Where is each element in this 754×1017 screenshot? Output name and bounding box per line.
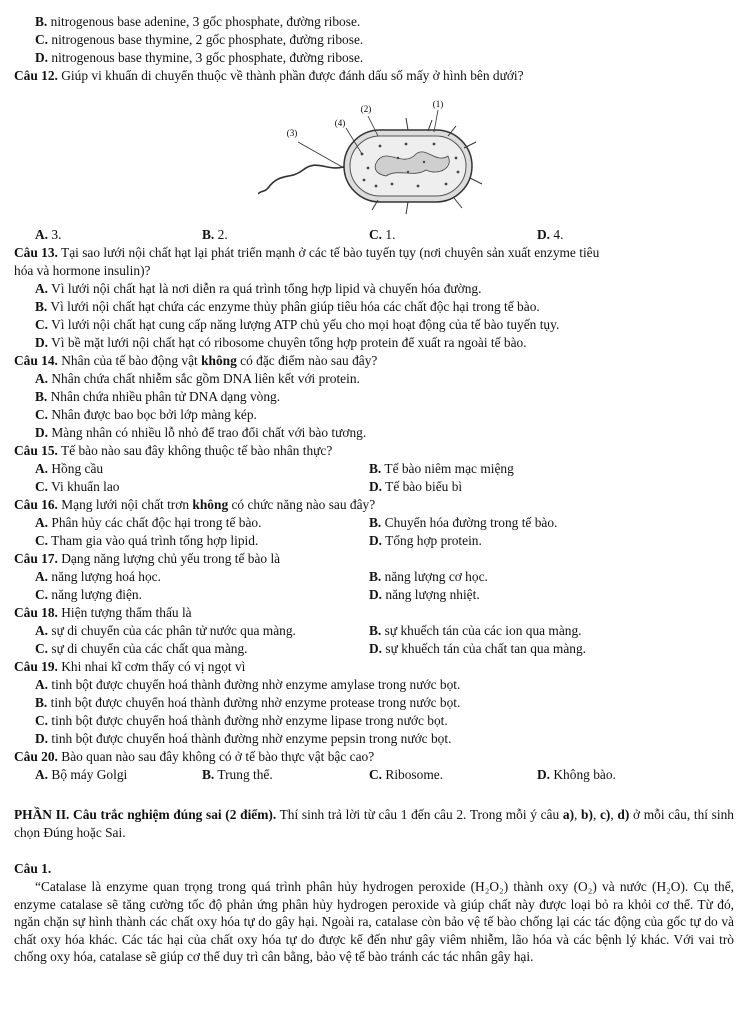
part2-heading: PHẦN II. Câu trắc nghiệm đúng sai (2 điểm). Thí sinh trả lời từ câu 1 đến câu 2. Trong mỗi ý câu a), b), c), d) ở mỗi câu, thí sinh chọn Đúng hoặc Sai. xyxy=(14,807,734,840)
q17-option-b: B. năng lượng cơ học. xyxy=(369,569,488,584)
bacterium-illustration xyxy=(258,98,508,226)
q16-option-d: D. Tổng hợp protein. xyxy=(369,533,482,548)
q19-option-d: D. tinh bột được chuyển hoá thành đường nhờ enzyme pepsin trong nước bọt. xyxy=(35,731,452,746)
q17-stem: Câu 17. Dạng năng lượng chủ yếu trong tế bào là xyxy=(14,551,281,566)
q15-stem: Câu 15. Tế bào nào sau đây không thuộc tế bào nhân thực? xyxy=(14,443,333,458)
q12-stem: Câu 12. Giúp vi khuẩn di chuyển thuộc về thành phần được đánh dấu số mấy ở hình bên dưới? xyxy=(14,68,524,83)
q15-option-a: A. Hồng cầu xyxy=(35,461,104,476)
q16-stem: Câu 16. Mạng lưới nội chất trơn không có chức năng nào sau đây? xyxy=(14,497,376,512)
q13-option-c: C. Vì lưới nội chất hạt cung cấp năng lượng ATP chủ yếu cho mọi hoạt động của tế bào tuyến tụy. xyxy=(35,317,560,332)
bacterium-diagram xyxy=(258,98,508,226)
label-2: (2) xyxy=(360,104,372,114)
q11-option-d: D. nitrogenous base thymine, 3 gốc phosphate, đường ribose. xyxy=(35,50,364,65)
q19-option-a: A. tinh bột được chuyển hoá thành đường nhờ enzyme amylase trong nước bọt. xyxy=(35,677,461,692)
q13-option-b: B. Vì lưới nội chất hạt chứa các enzyme thủy phân giúp tiêu hóa các chất độc hại trong tế bào. xyxy=(35,299,540,314)
q16-option-c: C. Tham gia vào quá trình tổng hợp lipid. xyxy=(35,533,259,548)
q20-stem: Câu 20. Bào quan nào sau đây không có ở tế bào thực vật bậc cao? xyxy=(14,749,375,764)
q20-option-b: B. Trung thể. xyxy=(202,767,273,782)
q18-stem: Câu 18. Hiện tượng thẩm thấu là xyxy=(14,605,192,620)
q16-option-b: B. Chuyển hóa đường trong tế bào. xyxy=(369,515,558,530)
q11-option-c: C. nitrogenous base thymine, 2 gốc phosphate, đường ribose. xyxy=(35,32,364,47)
q13-option-a: A. Vì lưới nội chất hạt là nơi diễn ra quá trình tổng hợp lipid và chuyển hóa đường. xyxy=(35,281,482,296)
q17-option-c: C. năng lượng điện. xyxy=(35,587,142,602)
q17-option-d: D. năng lượng nhiệt. xyxy=(369,587,480,602)
q11-option-b: B. nitrogenous base adenine, 3 gốc phosphate, đường ribose. xyxy=(35,14,361,29)
label-4: (4) xyxy=(334,118,346,128)
q18-option-c: C. sự di chuyển của các chất qua màng. xyxy=(35,641,248,656)
q14-option-d: D. Màng nhân có nhiều lỗ nhỏ để trao đổi chất với bào tương. xyxy=(35,425,367,440)
q17-option-a: A. năng lượng hoá học. xyxy=(35,569,161,584)
q12-option-b: B. 2. xyxy=(202,227,228,242)
q14-option-c: C. Nhân được bao bọc bởi lớp màng kép. xyxy=(35,407,257,422)
q15-option-b: B. Tế bào niêm mạc miệng xyxy=(369,461,514,476)
q18-option-d: D. sự khuếch tán của chất tan qua màng. xyxy=(369,641,586,656)
q13-option-d: D. Vì bề mặt lưới nội chất hạt có ribosome chuyên tổng hợp protein để xuất ra ngoài tế bào. xyxy=(35,335,527,350)
q19-option-c: C. tinh bột được chuyển hoá thành đường nhờ enzyme lipase trong nước bọt. xyxy=(35,713,448,728)
q14-stem: Câu 14. Nhân của tế bào động vật không có đặc điểm nào sau đây? xyxy=(14,353,378,368)
q15-option-d: D. Tế bào biểu bì xyxy=(369,479,463,494)
q12-option-a: A. 3. xyxy=(35,227,62,242)
q13-stem-cont: hóa và hormone insulin)? xyxy=(14,263,151,278)
q13-stem: Câu 13. Tại sao lưới nội chất hạt lại phát triển mạnh ở các tế bào tuyến tụy (nơi chuyên sản xuất enzyme tiêu xyxy=(14,245,600,260)
q20-option-c: C. Ribosome. xyxy=(369,767,444,782)
q20-option-a: A. Bộ máy Golgi xyxy=(35,767,128,782)
q15-option-c: C. Vi khuẩn lao xyxy=(35,479,120,494)
q16-option-a: A. Phân hủy các chất độc hại trong tế bào. xyxy=(35,515,262,530)
label-1: (1) xyxy=(432,99,444,109)
q20-option-d: D. Không bào. xyxy=(537,767,616,782)
q18-option-b: B. sự khuếch tán của các ion qua màng. xyxy=(369,623,582,638)
flagellum-shape xyxy=(258,165,346,194)
q14-option-b: B. Nhân chứa nhiều phân tử DNA dạng vòng. xyxy=(35,389,281,404)
q12-option-d: D. 4. xyxy=(537,227,564,242)
q12-option-c: C. 1. xyxy=(369,227,396,242)
q19-stem: Câu 19. Khi nhai kĩ cơm thấy có vị ngọt vì xyxy=(14,659,246,674)
cau1-title: Câu 1. xyxy=(14,861,52,876)
label-3: (3) xyxy=(286,128,298,138)
q14-option-a: A. Nhân chứa chất nhiễm sắc gồm DNA liên kết với protein. xyxy=(35,371,360,386)
cau1-passage: “Catalase là enzyme quan trọng trong quá trình phân hủy hydrogen peroxide (H₂O₂) thành oxy (O₂) và nước (H₂O). Cụ thể, enzyme catalase sẽ tăng cường tốc độ phản ứng phân hủy hydrogen peroxide và giúp chất này được loại bỏ ra khỏi cơ thể. Từ đó, ngăn chặn sự hình thành các chất oxy hóa tự do gây hại. Ngoài ra, catalase còn bảo vệ tế bào chống lại các tác động của gốc tự do và chất oxy hóa khác. Các tác hại của chất oxy hóa tự do được kể đến như gây viêm nhiễm, lão hóa và các bệnh lý khác. Với vai trò chống oxy hóa, catalase sẽ giúp cơ thể duy trì cân bằng, bảo vệ tế bào tránh các tác nhân gây hại. xyxy=(14,879,734,965)
q19-option-b: B. tinh bột được chuyển hoá thành đường nhờ enzyme protease trong nước bọt. xyxy=(35,695,461,710)
q18-option-a: A. sự di chuyển của các phân tử nước qua màng. xyxy=(35,623,296,638)
